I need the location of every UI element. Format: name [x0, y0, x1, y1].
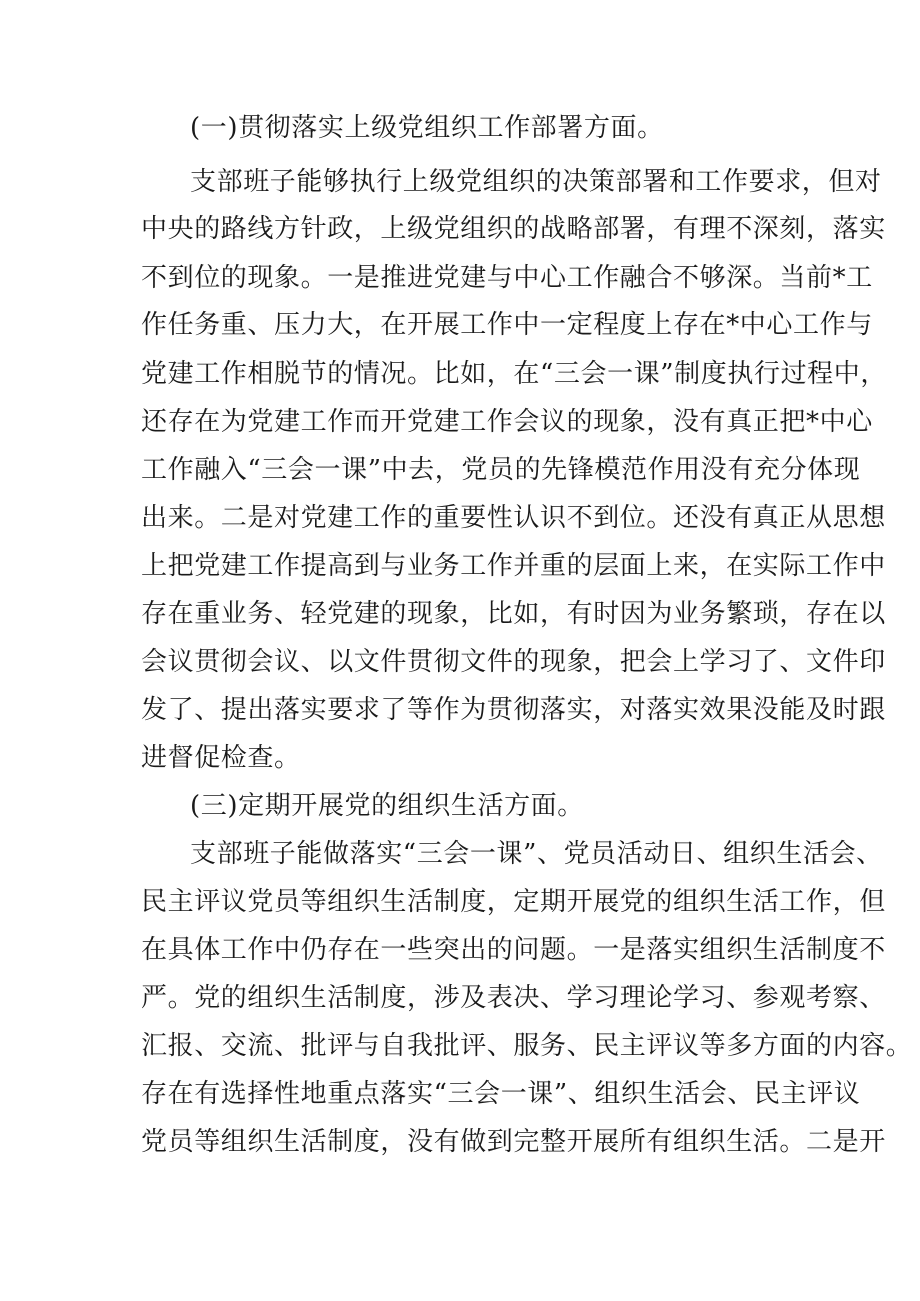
- paragraph-line: 发了、提出落实要求了等作为贯彻落实，对落实效果没能及时跟: [141, 695, 886, 725]
- paragraph-line: 存在重业务、轻党建的现象，比如，有时因为业务繁琐，存在以: [141, 599, 886, 629]
- paragraph-line: 党建工作相脱节的情况。比如，在“三会一课”制度执行过程中，: [141, 359, 887, 389]
- paragraph-line: 进督促检查。: [141, 743, 301, 773]
- paragraph-line: 在具体工作中仍存在一些突出的问题。一是落实组织生活制度不: [141, 935, 886, 965]
- paragraph-line: 会议贯彻会议、以文件贯彻文件的现象，把会上学习了、文件印: [141, 647, 886, 677]
- paragraph-line: 党员等组织生活制度，没有做到完整开展所有组织生活。二是开: [141, 1127, 886, 1157]
- paragraph-line: 工作融入“三会一课”中去，党员的先锋模范作用没有充分体现: [141, 455, 861, 485]
- paragraph-line: 出来。二是对党建工作的重要性认识不到位。还没有真正从思想: [141, 503, 886, 533]
- paragraph-line: 支部班子能够执行上级党组织的决策部署和工作要求，但对: [190, 167, 882, 197]
- paragraph-line: 民主评议党员等组织生活制度，定期开展党的组织生活工作，但: [141, 887, 886, 917]
- paragraph-line: 汇报、交流、批评与自我批评、服务、民主评议等多方面的内容。: [141, 1031, 913, 1061]
- paragraph-line: 严。党的组织生活制度，涉及表决、学习理论学习、参观考察、: [141, 983, 886, 1013]
- paragraph-line: 支部班子能做落实“三会一课”、党员活动日、组织生活会、: [190, 839, 883, 869]
- paragraph-line: 中央的路线方针政，上级党组织的战略部署，有理不深刻，落实: [141, 214, 886, 244]
- paragraph-line: 上把党建工作提高到与业务工作并重的层面上来，在实际工作中: [141, 551, 886, 581]
- section-3-heading: (三)定期开展党的组织生活方面。: [190, 791, 584, 821]
- section-1-heading: (一)贯彻落实上级党组织工作部署方面。: [190, 113, 664, 143]
- paragraph-line: 存在有选择性地重点落实“三会一课”、组织生活会、民主评议: [141, 1079, 861, 1109]
- paragraph-line: 还存在为党建工作而开党建工作会议的现象，没有真正把*中心: [141, 407, 873, 437]
- paragraph-line: 作任务重、压力大，在开展工作中一定程度上存在*中心工作与: [141, 310, 873, 340]
- paragraph-line: 不到位的现象。一是推进党建与中心工作融合不够深。当前*工: [141, 263, 873, 293]
